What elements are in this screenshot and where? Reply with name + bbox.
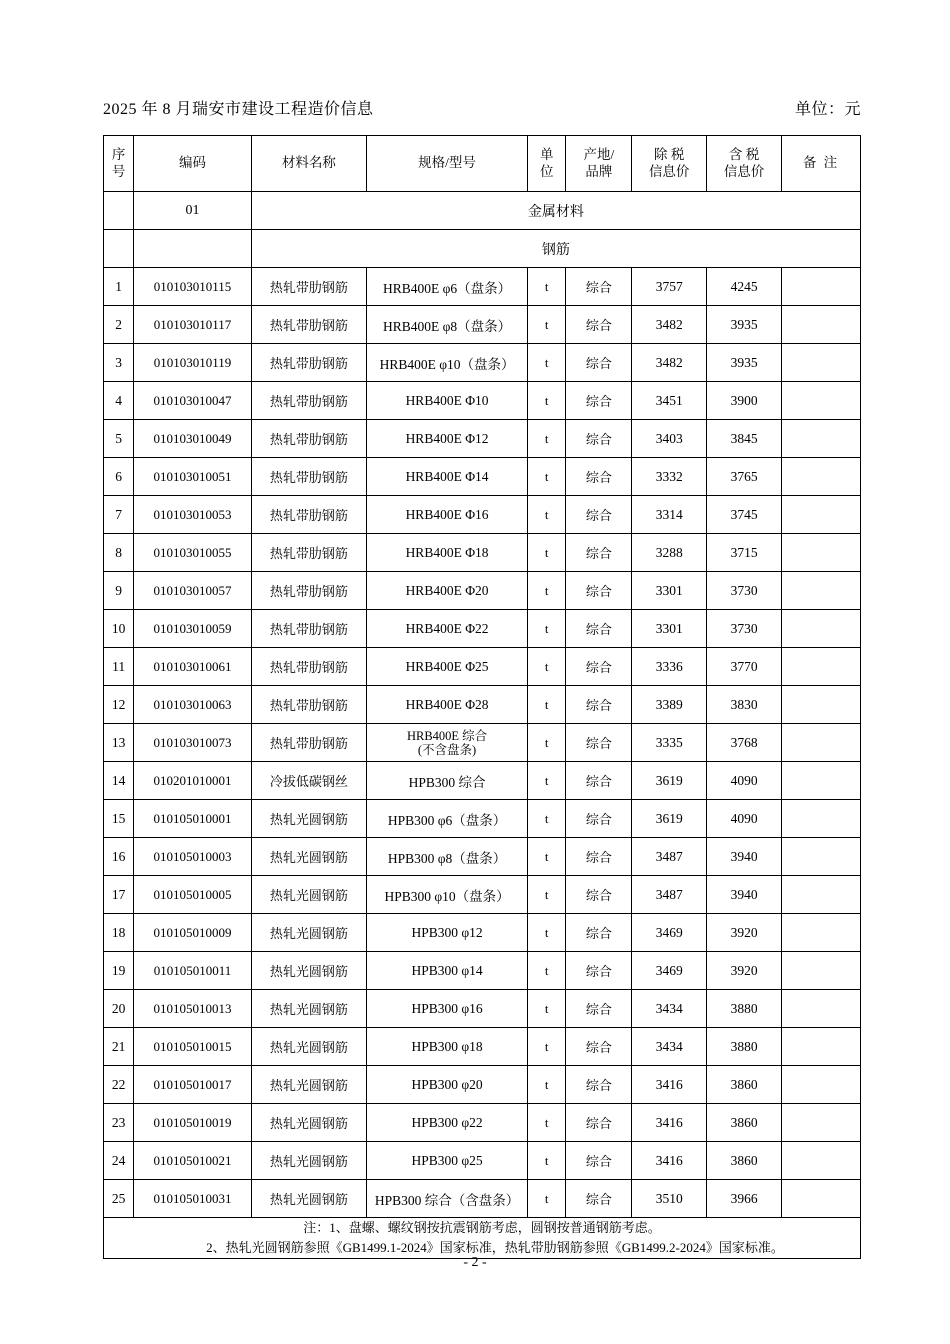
cell-in-tax: 3900 (707, 382, 782, 420)
table-notes (104, 1218, 861, 1259)
cell-spec: HRB400E Φ12 (367, 420, 528, 458)
table-subgroup-row (104, 230, 861, 268)
cell-code: 010105010005 (134, 876, 251, 914)
cell-remark (782, 306, 861, 344)
cell-origin: 综合 (566, 306, 632, 344)
cell-name: 冷拔低碳钢丝 (251, 762, 366, 800)
subgroup-seq-cell (104, 230, 134, 268)
cell-spec: HPB300 φ18 (367, 1028, 528, 1066)
cell-ex-tax: 3332 (632, 458, 707, 496)
cell-remark (782, 1066, 861, 1104)
notes-line-1: 注：1、盘螺、螺纹钢按抗震钢筋考虑，圆钢按普通钢筋考虑。 (303, 1220, 661, 1235)
cell-spec: HRB400E Φ28 (367, 686, 528, 724)
table-row (104, 1180, 861, 1218)
cell-in-tax: 3730 (707, 572, 782, 610)
cell-unit: t (528, 990, 566, 1028)
table-row (104, 762, 861, 800)
cell-seq: 24 (104, 1142, 134, 1180)
cell-code: 010105010015 (134, 1028, 251, 1066)
table-row (104, 914, 861, 952)
cell-code: 010103010047 (134, 382, 251, 420)
table-row (104, 990, 861, 1028)
cell-origin: 综合 (566, 1066, 632, 1104)
cell-code: 010105010021 (134, 1142, 251, 1180)
cell-name: 热轧光圆钢筋 (251, 838, 366, 876)
cell-remark (782, 800, 861, 838)
cell-code: 010105010013 (134, 990, 251, 1028)
cell-unit: t (528, 496, 566, 534)
cell-name: 热轧光圆钢筋 (251, 1142, 366, 1180)
cell-remark (782, 876, 861, 914)
column-header-in-tax-line2: 信息价 (723, 163, 765, 179)
table-body (104, 192, 861, 1259)
cell-ex-tax: 3510 (632, 1180, 707, 1218)
table-notes-row (104, 1218, 861, 1259)
cell-ex-tax: 3619 (632, 762, 707, 800)
cell-unit: t (528, 1180, 566, 1218)
cell-seq: 7 (104, 496, 134, 534)
column-header-spec: 规格/型号 (367, 136, 528, 192)
cell-in-tax: 3860 (707, 1104, 782, 1142)
cell-unit: t (528, 382, 566, 420)
cell-unit: t (528, 800, 566, 838)
table-row (104, 306, 861, 344)
cell-name: 热轧带肋钢筋 (251, 534, 366, 572)
cell-code: 010103010051 (134, 458, 251, 496)
table-row (104, 838, 861, 876)
cell-remark (782, 952, 861, 990)
group-code-cell: 01 (134, 192, 251, 230)
cell-origin: 综合 (566, 724, 632, 762)
cell-ex-tax: 3389 (632, 686, 707, 724)
cell-ex-tax: 3403 (632, 420, 707, 458)
cell-spec: HRB400E Φ18 (367, 534, 528, 572)
cell-seq: 1 (104, 268, 134, 306)
cell-ex-tax: 3619 (632, 800, 707, 838)
cell-ex-tax: 3434 (632, 1028, 707, 1066)
cell-origin: 综合 (566, 762, 632, 800)
cell-seq: 25 (104, 1180, 134, 1218)
cell-in-tax: 3940 (707, 876, 782, 914)
cell-in-tax: 4090 (707, 800, 782, 838)
cell-seq: 3 (104, 344, 134, 382)
table-row (104, 1142, 861, 1180)
cell-seq: 2 (104, 306, 134, 344)
cell-name: 热轧带肋钢筋 (251, 344, 366, 382)
cell-origin: 综合 (566, 458, 632, 496)
unit-label: 单位：元 (794, 101, 861, 118)
cell-code: 010105010031 (134, 1180, 251, 1218)
cell-origin: 综合 (566, 876, 632, 914)
cell-ex-tax: 3416 (632, 1066, 707, 1104)
cell-spec: HPB300 综合 (367, 762, 528, 800)
cell-unit: t (528, 952, 566, 990)
table-row (104, 686, 861, 724)
cell-code: 010103010053 (134, 496, 251, 534)
cell-remark (782, 724, 861, 762)
cell-spec: HPB300 φ25 (367, 1142, 528, 1180)
cell-code: 010103010055 (134, 534, 251, 572)
cell-in-tax: 3935 (707, 344, 782, 382)
column-header-in-tax-line1: 含 税 (728, 147, 760, 163)
cell-unit: t (528, 1028, 566, 1066)
cell-unit: t (528, 838, 566, 876)
cell-unit: t (528, 306, 566, 344)
cell-in-tax: 3765 (707, 458, 782, 496)
cell-remark (782, 572, 861, 610)
cell-origin: 综合 (566, 1142, 632, 1180)
column-header-ex-tax-line1: 除 税 (654, 147, 685, 163)
cell-unit: t (528, 268, 566, 306)
cell-remark (782, 496, 861, 534)
column-header-seq-line2: 号 (111, 163, 126, 179)
cell-spec: HPB300 φ8（盘条） (367, 838, 528, 876)
column-header-origin-line2: 品牌 (585, 163, 613, 179)
table-row (104, 1028, 861, 1066)
cell-remark (782, 762, 861, 800)
cell-in-tax: 3745 (707, 496, 782, 534)
cell-code: 010103010119 (134, 344, 251, 382)
table-row (104, 876, 861, 914)
group-seq-cell (104, 192, 134, 230)
cell-in-tax: 3860 (707, 1142, 782, 1180)
cell-name: 热轧带肋钢筋 (251, 648, 366, 686)
cell-seq: 5 (104, 420, 134, 458)
table-header-row (104, 136, 861, 192)
cell-in-tax: 3830 (707, 686, 782, 724)
cell-in-tax: 3715 (707, 534, 782, 572)
cell-origin: 综合 (566, 420, 632, 458)
cell-unit: t (528, 914, 566, 952)
cell-spec: HPB300 φ12 (367, 914, 528, 952)
column-header-unit-line2: 位 (539, 163, 554, 179)
cell-remark (782, 344, 861, 382)
cell-seq: 15 (104, 800, 134, 838)
cell-origin: 综合 (566, 914, 632, 952)
cell-seq: 12 (104, 686, 134, 724)
cell-seq: 23 (104, 1104, 134, 1142)
cell-spec: HRB400E φ6（盘条） (367, 268, 528, 306)
cell-name: 热轧带肋钢筋 (251, 382, 366, 420)
table-row (104, 268, 861, 306)
cell-name: 热轧带肋钢筋 (251, 496, 366, 534)
cell-seq: 9 (104, 572, 134, 610)
column-header-code: 编码 (134, 136, 251, 192)
cell-origin: 综合 (566, 572, 632, 610)
cell-unit: t (528, 876, 566, 914)
cell-spec: HRB400E Φ25 (367, 648, 528, 686)
cell-in-tax: 3880 (707, 1028, 782, 1066)
cell-spec: HRB400E Φ10 (367, 382, 528, 420)
cell-code: 010105010017 (134, 1066, 251, 1104)
cell-in-tax: 3940 (707, 838, 782, 876)
cell-code: 010103010117 (134, 306, 251, 344)
cell-remark (782, 648, 861, 686)
page-title: 2025 年 8 月瑞安市建设工程造价信息 (103, 101, 374, 118)
cell-ex-tax: 3469 (632, 952, 707, 990)
cell-spec-line2: (不含盘条) (417, 742, 477, 757)
cell-unit: t (528, 344, 566, 382)
table-row (104, 648, 861, 686)
cell-ex-tax: 3434 (632, 990, 707, 1028)
column-header-seq (104, 136, 134, 192)
cell-in-tax: 4090 (707, 762, 782, 800)
cell-origin: 综合 (566, 382, 632, 420)
cell-name: 热轧带肋钢筋 (251, 458, 366, 496)
cell-code: 010103010049 (134, 420, 251, 458)
cell-ex-tax: 3757 (632, 268, 707, 306)
cell-seq: 10 (104, 610, 134, 648)
cell-code: 010105010011 (134, 952, 251, 990)
cell-ex-tax: 3335 (632, 724, 707, 762)
cell-code: 010103010115 (134, 268, 251, 306)
cell-seq: 21 (104, 1028, 134, 1066)
cell-in-tax: 3920 (707, 952, 782, 990)
cell-remark (782, 686, 861, 724)
cell-spec-line1: HRB400E 综合 (406, 728, 488, 743)
cell-ex-tax: 3301 (632, 610, 707, 648)
cell-code: 010105010001 (134, 800, 251, 838)
cell-in-tax: 4245 (707, 268, 782, 306)
cell-code: 010201010001 (134, 762, 251, 800)
cell-remark (782, 268, 861, 306)
cell-seq: 4 (104, 382, 134, 420)
cell-ex-tax: 3288 (632, 534, 707, 572)
cell-ex-tax: 3451 (632, 382, 707, 420)
cell-in-tax: 3770 (707, 648, 782, 686)
group-name-cell: 金属材料 (251, 192, 860, 230)
table-row (104, 610, 861, 648)
cell-origin: 综合 (566, 1028, 632, 1066)
page-number: - 2 - (463, 1255, 487, 1270)
cell-origin: 综合 (566, 496, 632, 534)
cell-remark (782, 534, 861, 572)
cell-code: 010103010061 (134, 648, 251, 686)
cell-seq: 22 (104, 1066, 134, 1104)
cell-ex-tax: 3487 (632, 838, 707, 876)
cell-name: 热轧光圆钢筋 (251, 914, 366, 952)
cell-origin: 综合 (566, 800, 632, 838)
cell-ex-tax: 3314 (632, 496, 707, 534)
cell-remark (782, 838, 861, 876)
price-table (103, 135, 861, 1259)
cell-spec: HRB400E Φ16 (367, 496, 528, 534)
cell-in-tax: 3880 (707, 990, 782, 1028)
cell-spec: HPB300 φ16 (367, 990, 528, 1028)
table-row (104, 496, 861, 534)
subgroup-name-cell: 钢筋 (251, 230, 860, 268)
cell-code: 010105010003 (134, 838, 251, 876)
cell-ex-tax: 3482 (632, 306, 707, 344)
cell-name: 热轧光圆钢筋 (251, 952, 366, 990)
cell-spec: HRB400E φ10（盘条） (367, 344, 528, 382)
cell-code: 010103010073 (134, 724, 251, 762)
table-row (104, 344, 861, 382)
cell-ex-tax: 3469 (632, 914, 707, 952)
cell-unit: t (528, 610, 566, 648)
cell-name: 热轧带肋钢筋 (251, 686, 366, 724)
column-header-unit-line1: 单 (539, 147, 554, 163)
cell-in-tax: 3935 (707, 306, 782, 344)
table-row (104, 952, 861, 990)
cell-spec: HPB300 φ10（盘条） (367, 876, 528, 914)
cell-seq: 18 (104, 914, 134, 952)
cell-origin: 综合 (566, 990, 632, 1028)
table-row (104, 534, 861, 572)
cell-name: 热轧光圆钢筋 (251, 1180, 366, 1218)
cell-in-tax: 3845 (707, 420, 782, 458)
cell-name: 热轧光圆钢筋 (251, 990, 366, 1028)
cell-remark (782, 990, 861, 1028)
cell-name: 热轧带肋钢筋 (251, 420, 366, 458)
cell-seq: 20 (104, 990, 134, 1028)
column-header-ex-tax (632, 136, 707, 192)
cell-unit: t (528, 1142, 566, 1180)
cell-spec: HRB400E Φ20 (367, 572, 528, 610)
cell-unit: t (528, 762, 566, 800)
cell-ex-tax: 3416 (632, 1104, 707, 1142)
cell-origin: 综合 (566, 648, 632, 686)
cell-in-tax: 3920 (707, 914, 782, 952)
table-row (104, 1104, 861, 1142)
table-row (104, 724, 861, 762)
cell-unit: t (528, 1066, 566, 1104)
cell-seq: 11 (104, 648, 134, 686)
cell-unit: t (528, 572, 566, 610)
table-row (104, 800, 861, 838)
table-row (104, 572, 861, 610)
column-header-origin (566, 136, 632, 192)
cell-remark (782, 382, 861, 420)
cell-remark (782, 1028, 861, 1066)
cell-origin: 综合 (566, 1104, 632, 1142)
cell-unit: t (528, 420, 566, 458)
column-header-ex-tax-line2: 信息价 (648, 163, 690, 179)
cell-ex-tax: 3301 (632, 572, 707, 610)
document-header (103, 96, 861, 119)
cell-unit: t (528, 1104, 566, 1142)
cell-name: 热轧带肋钢筋 (251, 268, 366, 306)
cell-spec: HPB300 综合（含盘条） (367, 1180, 528, 1218)
cell-remark (782, 1104, 861, 1142)
table-group-row (104, 192, 861, 230)
cell-origin: 综合 (566, 838, 632, 876)
notes-line-2: 2、热轧光圆钢筋参照《GB1499.1-2024》国家标准，热轧带肋钢筋参照《GB1499.2-2024》国家标准。 (206, 1240, 784, 1256)
cell-remark (782, 458, 861, 496)
table-row (104, 458, 861, 496)
cell-spec: HRB400E Φ22 (367, 610, 528, 648)
cell-name: 热轧光圆钢筋 (251, 876, 366, 914)
table-header (104, 136, 861, 192)
cell-origin: 综合 (566, 534, 632, 572)
cell-name: 热轧带肋钢筋 (251, 306, 366, 344)
subgroup-code-cell (134, 230, 251, 268)
cell-origin: 综合 (566, 1180, 632, 1218)
cell-origin: 综合 (566, 610, 632, 648)
cell-spec: HPB300 φ22 (367, 1104, 528, 1142)
column-header-unit (528, 136, 566, 192)
cell-code: 010103010057 (134, 572, 251, 610)
cell-unit: t (528, 686, 566, 724)
cell-seq: 14 (104, 762, 134, 800)
cell-in-tax: 3860 (707, 1066, 782, 1104)
column-header-remark: 备 注 (782, 136, 861, 192)
cell-name: 热轧光圆钢筋 (251, 1066, 366, 1104)
cell-origin: 综合 (566, 952, 632, 990)
cell-code: 010103010059 (134, 610, 251, 648)
cell-unit: t (528, 724, 566, 762)
cell-code: 010105010019 (134, 1104, 251, 1142)
cell-unit: t (528, 534, 566, 572)
cell-in-tax: 3966 (707, 1180, 782, 1218)
cell-name: 热轧带肋钢筋 (251, 610, 366, 648)
cell-ex-tax: 3487 (632, 876, 707, 914)
cell-seq: 8 (104, 534, 134, 572)
table-row (104, 1066, 861, 1104)
cell-seq: 13 (104, 724, 134, 762)
cell-remark (782, 1142, 861, 1180)
column-header-in-tax (707, 136, 782, 192)
cell-spec: HPB300 φ20 (367, 1066, 528, 1104)
cell-origin: 综合 (566, 686, 632, 724)
cell-unit: t (528, 458, 566, 496)
cell-name: 热轧带肋钢筋 (251, 724, 366, 762)
cell-spec: HPB300 φ6（盘条） (367, 800, 528, 838)
cell-name: 热轧光圆钢筋 (251, 1028, 366, 1066)
cell-ex-tax: 3416 (632, 1142, 707, 1180)
cell-spec: HPB300 φ14 (367, 952, 528, 990)
cell-name: 热轧光圆钢筋 (251, 1104, 366, 1142)
cell-remark (782, 420, 861, 458)
cell-remark (782, 914, 861, 952)
cell-code: 010105010009 (134, 914, 251, 952)
cell-seq: 16 (104, 838, 134, 876)
cell-spec: HRB400E Φ14 (367, 458, 528, 496)
cell-origin: 综合 (566, 268, 632, 306)
cell-seq: 19 (104, 952, 134, 990)
column-header-name: 材料名称 (251, 136, 366, 192)
cell-ex-tax: 3336 (632, 648, 707, 686)
table-row (104, 382, 861, 420)
cell-name: 热轧光圆钢筋 (251, 800, 366, 838)
table-row (104, 420, 861, 458)
column-header-seq-line1: 序 (111, 147, 126, 163)
cell-ex-tax: 3482 (632, 344, 707, 382)
cell-in-tax: 3730 (707, 610, 782, 648)
cell-seq: 17 (104, 876, 134, 914)
cell-spec: HRB400E φ8（盘条） (367, 306, 528, 344)
cell-spec (367, 724, 528, 762)
cell-in-tax: 3768 (707, 724, 782, 762)
cell-name: 热轧带肋钢筋 (251, 572, 366, 610)
cell-seq: 6 (104, 458, 134, 496)
cell-remark (782, 610, 861, 648)
cell-unit: t (528, 648, 566, 686)
cell-code: 010103010063 (134, 686, 251, 724)
cell-remark (782, 1180, 861, 1218)
cell-origin: 综合 (566, 344, 632, 382)
column-header-origin-line1: 产地/ (583, 147, 615, 163)
